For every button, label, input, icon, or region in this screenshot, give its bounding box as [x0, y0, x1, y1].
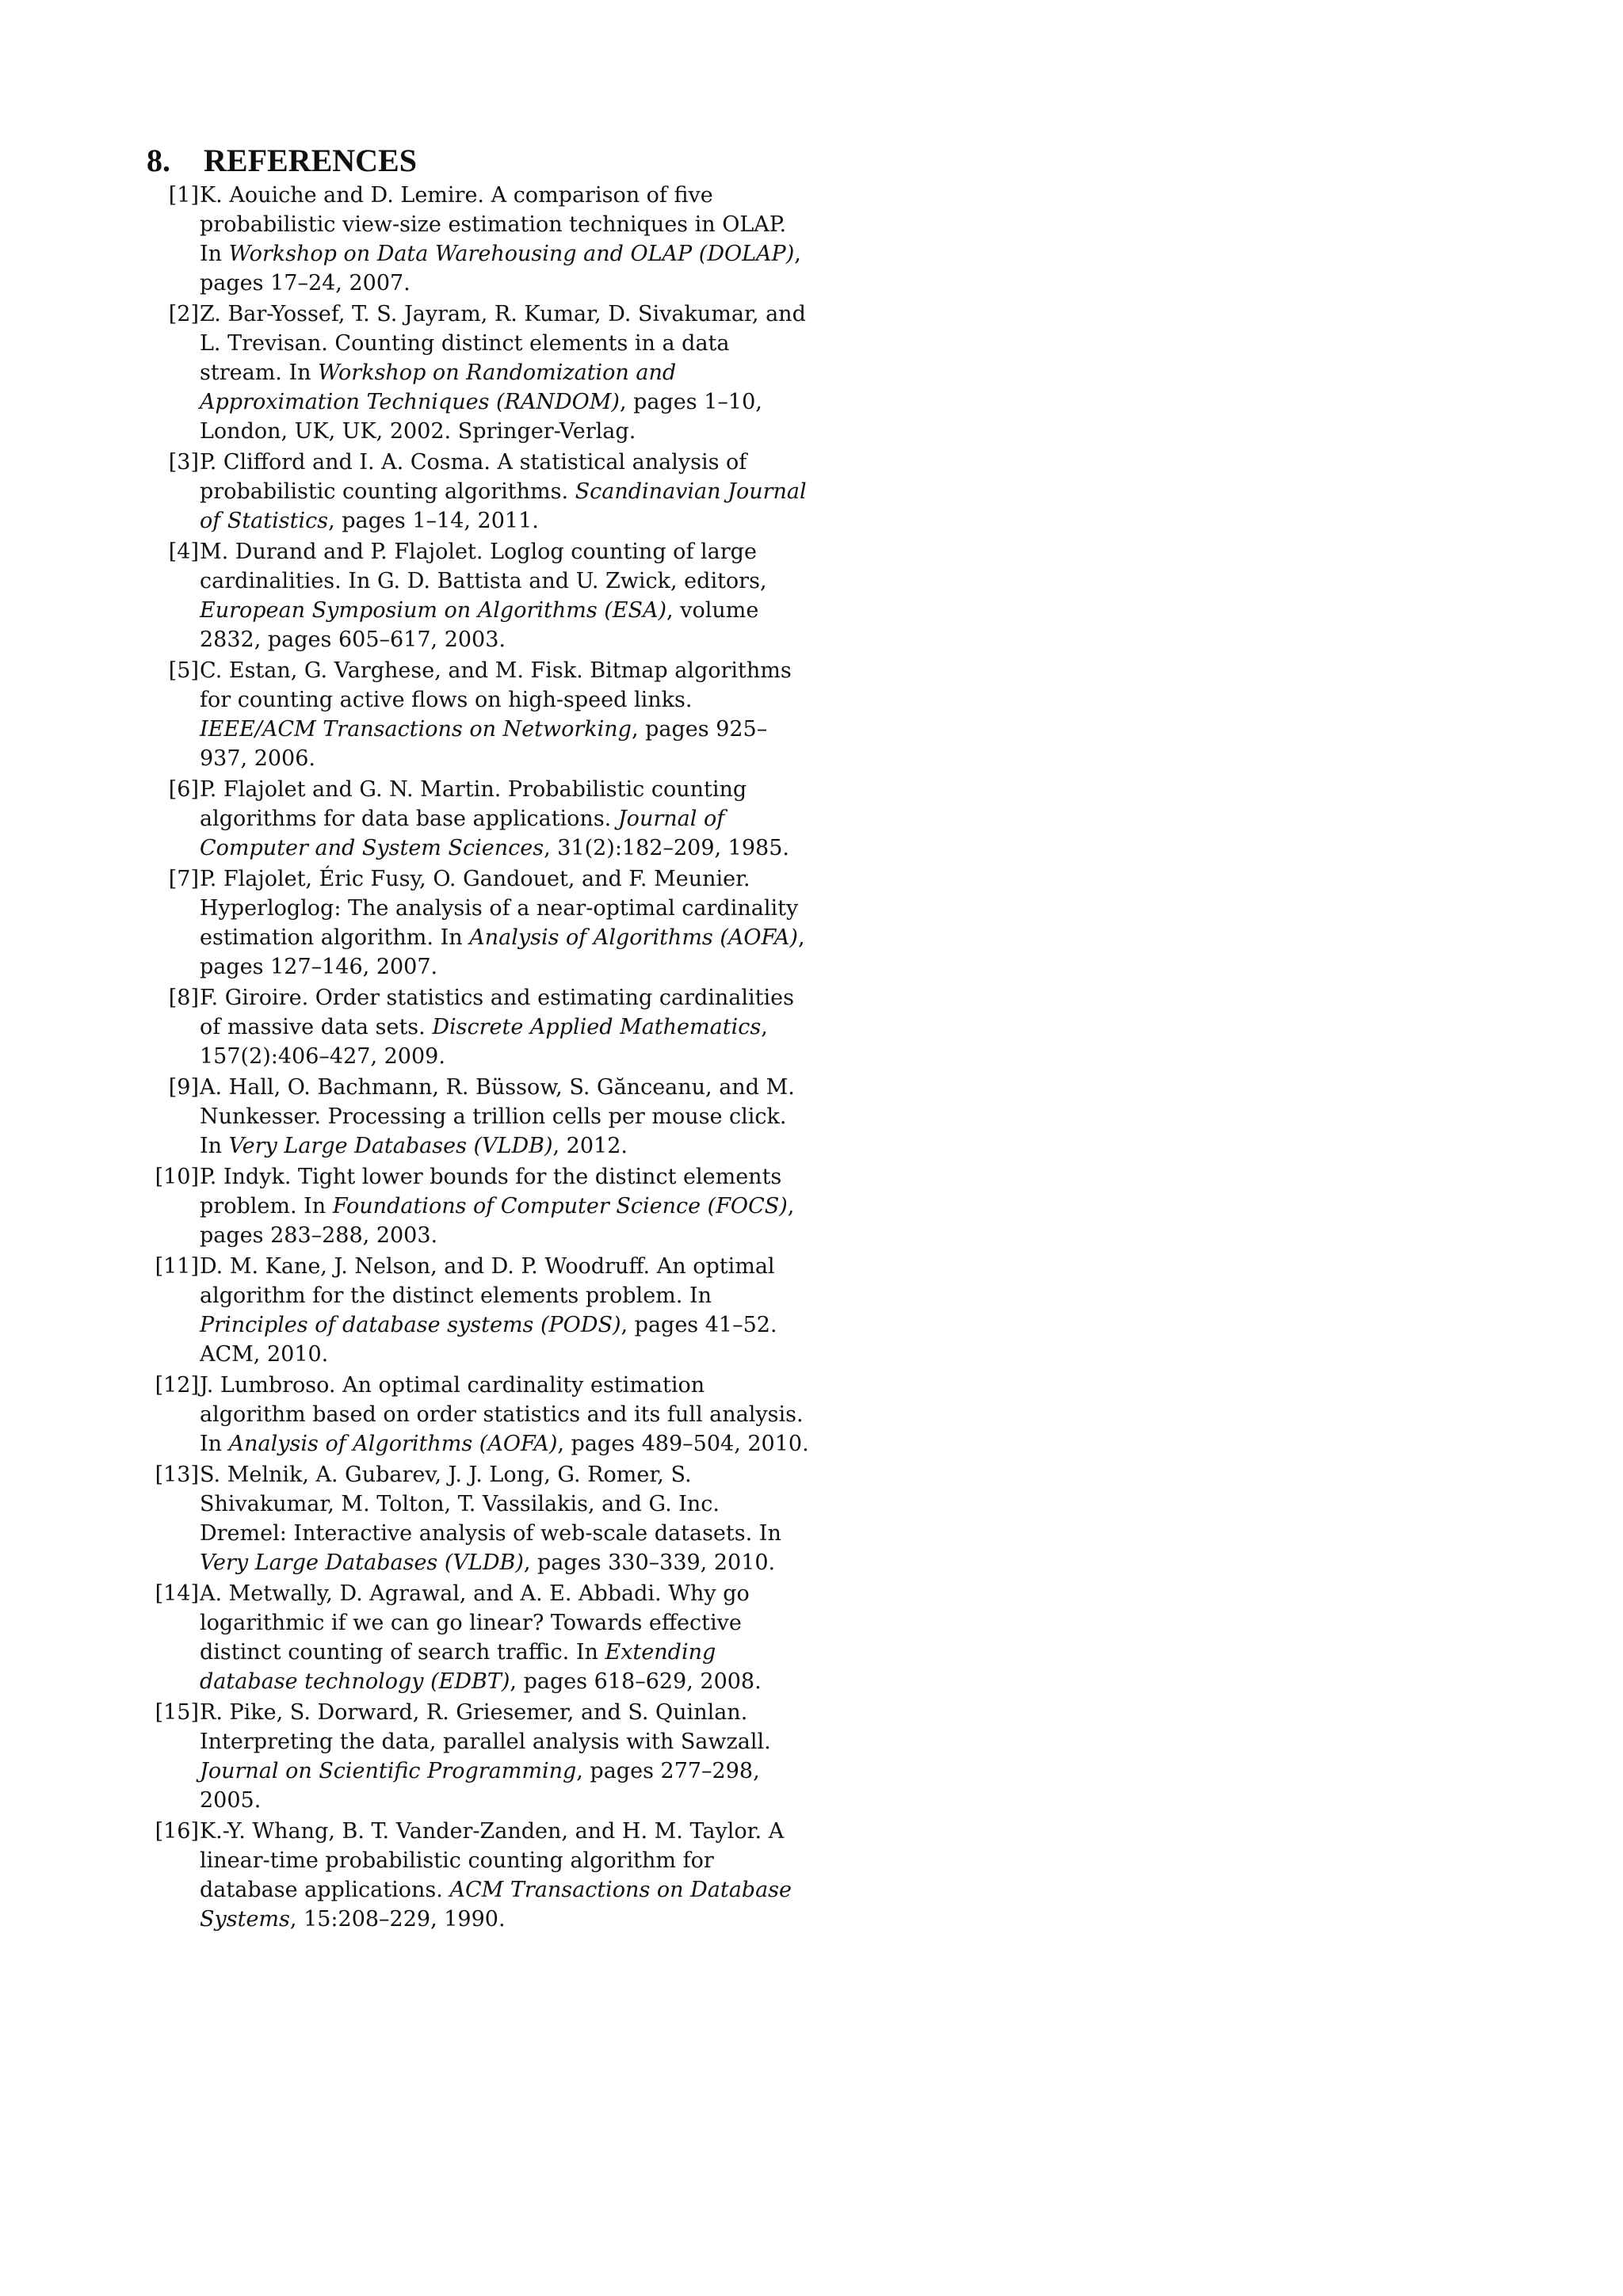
section-heading: [147, 143, 812, 179]
reference-prefix: In: [758, 1521, 781, 1546]
reference-title: Tight lower bounds for the distinct elements problem.: [200, 1165, 782, 1219]
reference-text: [200, 983, 812, 1071]
reference-authors: P. Flajolet, Éric Fusy, O. Gandouet, and F. Meunier.: [200, 867, 750, 891]
reference-details: , 31(2):182–209, 1985.: [544, 836, 789, 860]
reference-label: [16]: [155, 1819, 199, 1844]
reference-prefix: In: [304, 1194, 327, 1219]
reference-item: [147, 656, 812, 773]
reference-authors: A. Hall, O. Bachmann, R. Büssow, S. Gănceanu, and M. Nunkesser.: [200, 1075, 795, 1129]
reference-details: , pages 925–937, 2006.: [200, 717, 768, 771]
reference-title: An optimal cardinality estimation algorithm based on order statistics and its full analysis.: [200, 1373, 804, 1427]
reference-venue: European Symposium on Algorithms (ESA): [200, 598, 667, 623]
reference-text: [200, 775, 812, 863]
reference-details: , pages 41–52. ACM, 2010.: [200, 1313, 777, 1367]
reference-prefix: In: [288, 360, 311, 385]
reference-details: , pages 127–146, 2007.: [200, 925, 805, 979]
reference-venue: Journal of Computer and System Sciences: [200, 807, 725, 860]
reference-authors: A. Metwally, D. Agrawal, and A. E. Abbadi.: [200, 1581, 662, 1606]
section-number: 8.: [147, 143, 170, 178]
reference-title: Why go logarithmic if we can go linear? Towards effective distinct counting of search traffic.: [200, 1581, 750, 1665]
reference-text: [200, 299, 812, 446]
reference-list: [147, 181, 812, 1934]
reference-venue: Analysis of Algorithms (AOFA): [469, 925, 798, 950]
reference-title: An optimal algorithm for the distinct elements problem.: [200, 1254, 775, 1308]
reference-venue: Foundations of Computer Science (FOCS): [332, 1194, 788, 1219]
reference-authors: K.-Y. Whang, B. T. Vander-Zanden, and H. M. Taylor.: [200, 1819, 762, 1844]
reference-venue: ACM Transactions on Database Systems: [200, 1878, 792, 1932]
reference-label: [2]: [168, 302, 199, 326]
reference-venue: Workshop on Data Warehousing and OLAP (DOLAP): [228, 242, 795, 266]
reference-text: [200, 537, 812, 654]
reference-details: , pages 277–298, 2005.: [200, 1759, 760, 1813]
reference-details: , pages 618–629, 2008.: [510, 1669, 762, 1694]
reference-details: , pages 17–24, 2007.: [200, 242, 801, 296]
reference-label: [8]: [168, 986, 199, 1010]
reference-item: [147, 1698, 812, 1815]
reference-label: [1]: [168, 183, 199, 208]
reference-label: [7]: [168, 867, 199, 891]
reference-details: , pages 330–339, 2010.: [523, 1550, 776, 1575]
reference-label: [15]: [155, 1700, 199, 1725]
reference-title: A linear-time probabilistic counting algorithm for database applications.: [200, 1819, 785, 1902]
reference-venue: Very Large Databases (VLDB): [228, 1134, 553, 1158]
reference-prefix: In: [200, 1432, 223, 1456]
reference-item: [147, 537, 812, 654]
reference-authors: Z. Bar-Yossef, T. S. Jayram, R. Kumar, D. Sivakumar, and L. Trevisan.: [200, 302, 806, 356]
reference-label: [3]: [168, 450, 199, 475]
reference-authors: M. Durand and P. Flajolet.: [200, 540, 483, 564]
reference-item: [147, 983, 812, 1071]
reference-item: [147, 864, 812, 982]
reference-authors: S. Melnik, A. Gubarev, J. J. Long, G. Romer, S. Shivakumar, M. Tolton, T. Vassilakis, and G. Inc.: [200, 1463, 720, 1516]
reference-title: Processing a trillion cells per mouse click.: [327, 1104, 787, 1129]
reference-title: A statistical analysis of probabilistic counting algorithms.: [200, 450, 747, 504]
reference-text: [200, 1073, 812, 1161]
reference-title: Loglog counting of large cardinalities.: [200, 540, 757, 593]
reference-title: Interpreting the data, parallel analysis with Sawzall.: [200, 1730, 771, 1754]
reference-text: [200, 864, 812, 982]
reference-details: , 2012.: [552, 1134, 628, 1158]
reference-text: [200, 1371, 812, 1459]
reference-venue: Very Large Databases (VLDB): [200, 1550, 524, 1575]
reference-title: Dremel: Interactive analysis of web-scale datasets.: [200, 1521, 753, 1546]
reference-label: [14]: [155, 1581, 199, 1606]
reference-item: [147, 775, 812, 863]
section-title: REFERENCES: [204, 143, 417, 178]
reference-details: , pages 489–504, 2010.: [557, 1432, 809, 1456]
reference-item: [147, 448, 812, 536]
reference-authors: K. Aouiche and D. Lemire.: [200, 183, 485, 208]
reference-item: [147, 1579, 812, 1696]
reference-title: A comparison of five probabilistic view-size estimation techniques in OLAP.: [200, 183, 787, 237]
reference-details: , pages 1–14, 2011.: [328, 509, 539, 533]
reference-text: [200, 656, 812, 773]
reference-prefix: In: [575, 1640, 598, 1665]
reference-authors: R. Pike, S. Dorward, R. Griesemer, and S. Quinlan.: [200, 1700, 748, 1725]
reference-text: [200, 1252, 812, 1369]
reference-label: [4]: [168, 540, 199, 564]
reference-item: [147, 299, 812, 446]
reference-authors: J. Lumbroso.: [200, 1373, 336, 1398]
reference-prefix: In: [689, 1283, 712, 1308]
reference-details: , volume 2832, pages 605–617, 2003.: [200, 598, 759, 652]
reference-venue: Extending database technology (EDBT): [200, 1640, 716, 1694]
reference-title: Hyperloglog: The analysis of a near-optimal cardinality estimation algorithm.: [200, 896, 799, 950]
reference-label: [5]: [168, 658, 199, 683]
reference-text: [200, 1817, 812, 1934]
reference-title: Order statistics and estimating cardinalities of massive data sets.: [200, 986, 794, 1039]
reference-title: Counting distinct elements in a data stream.: [200, 331, 730, 385]
reference-text: [200, 1460, 812, 1577]
reference-item: [147, 1371, 812, 1459]
reference-prefix: In G. D. Battista and U. Zwick, editors,: [348, 569, 767, 593]
reference-text: [200, 448, 812, 536]
reference-label: [9]: [168, 1075, 199, 1100]
reference-item: [147, 1252, 812, 1369]
reference-venue: Journal on Scientific Programming: [200, 1759, 577, 1783]
reference-item: [147, 1817, 812, 1934]
reference-authors: F. Giroire.: [200, 986, 309, 1010]
reference-venue: Principles of database systems (PODS): [200, 1313, 621, 1337]
reference-item: [147, 1073, 812, 1161]
reference-authors: P. Clifford and I. A. Cosma.: [200, 450, 491, 475]
reference-details: , pages 283–288, 2003.: [200, 1194, 795, 1248]
reference-label: [10]: [155, 1165, 199, 1189]
reference-item: [147, 1162, 812, 1250]
reference-authors: P. Flajolet and G. N. Martin.: [200, 777, 502, 802]
reference-prefix: In: [200, 1134, 223, 1158]
reference-title: Probabilistic counting algorithms for data base applications.: [200, 777, 747, 831]
reference-prefix: In: [440, 925, 463, 950]
reference-authors: P. Indyk.: [200, 1165, 292, 1189]
reference-item: [147, 1460, 812, 1577]
reference-details: , 157(2):406–427, 2009.: [200, 1015, 768, 1069]
reference-label: [13]: [155, 1463, 199, 1487]
reference-title: Bitmap algorithms for counting active flows on high-speed links.: [200, 658, 792, 712]
reference-authors: D. M. Kane, J. Nelson, and D. P. Woodruff.: [200, 1254, 651, 1279]
reference-text: [200, 1162, 812, 1250]
reference-details: , pages 1–10, London, UK, UK, 2002. Springer-Verlag.: [200, 390, 762, 444]
reference-authors: C. Estan, G. Varghese, and M. Fisk.: [200, 658, 583, 683]
reference-text: [200, 181, 812, 298]
reference-text: [200, 1579, 812, 1696]
reference-details: , 15:208–229, 1990.: [289, 1907, 506, 1932]
reference-venue: IEEE/ACM Transactions on Networking: [200, 717, 632, 742]
reference-venue: Workshop on Randomization and Approximation Techniques (RANDOM): [200, 360, 677, 414]
reference-label: [6]: [168, 777, 199, 802]
reference-venue: Scandinavian Journal of Statistics: [200, 479, 807, 533]
reference-label: [12]: [155, 1373, 199, 1398]
reference-venue: Discrete Applied Mathematics: [432, 1015, 762, 1039]
reference-item: [147, 181, 812, 298]
reference-prefix: In: [200, 242, 223, 266]
reference-text: [200, 1698, 812, 1815]
reference-venue: Analysis of Algorithms (AOFA): [228, 1432, 558, 1456]
references-section: [147, 143, 812, 1936]
reference-label: [11]: [155, 1254, 199, 1279]
